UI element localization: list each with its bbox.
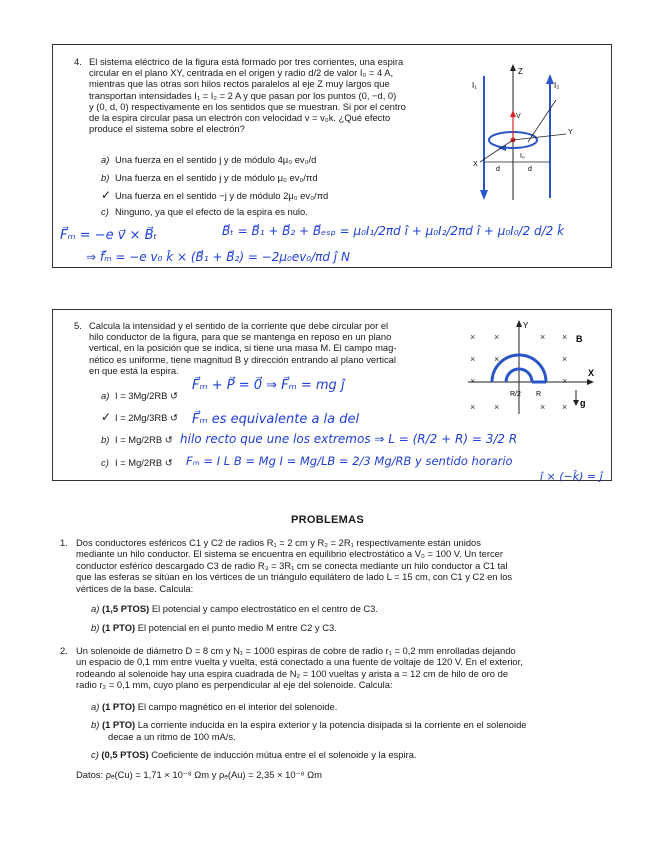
p2-sub-a: a) (1 PTO) El campo magnético en el interior del solenoide. xyxy=(91,701,338,712)
p1-line: conductor esférico descargado C3 de radio R₃ = 3R₁ cm se conecta mediante un hilo conductor a C1 tal xyxy=(76,559,508,571)
q4-option-c[interactable]: c) Ninguno, ya que el efecto de la espira es nulo. xyxy=(101,206,308,217)
z-label: Z xyxy=(518,67,523,76)
q4-line: circular en el plano XY, centrada en el origen y radio d/2 de valor I₀ = 4 A, xyxy=(89,67,394,79)
q4-figure xyxy=(470,62,588,202)
q4-option-a[interactable]: a) Una fuerza en el sentido j y de módulo 4μ₀ ev₀/d xyxy=(101,154,317,165)
q4-handwritten-result: ⇒ f⃗ₘ = −e v₀ k̂ × (B⃗₁ + B⃗₂) = −2μ₀ev₀/πd ĵ N xyxy=(86,250,350,264)
p2-data: Datos: ρₑ(Cu) = 1,71 × 10⁻⁸ Ωm y ρₑ(Au) = 2,35 × 10⁻⁸ Ωm xyxy=(76,769,322,780)
q5-handwritten-balance: F⃗ₘ + P⃗ = 0⃗ ⇒ F⃗ₘ = mg ĵ xyxy=(192,378,345,393)
check-icon: ✓ xyxy=(101,410,112,424)
problem-2-number: 2. xyxy=(60,645,68,656)
gravity-arrow xyxy=(573,400,579,406)
p1-line: Dos conductores esféricos C1 y C2 de radios R₁ = 2 cm y R₂ = 2R₁ respectivamente están unidos xyxy=(76,537,481,548)
p1-line: vértices de la base. Calcula: xyxy=(76,582,194,594)
q4-number: 4. xyxy=(74,56,82,67)
p2-line: radio r₂ = 0,1 mm, cuyo plano es perpendicular al eje del solenoide. Calcula: xyxy=(76,679,393,691)
q4-option-correct[interactable]: ✓ Una fuerza en el sentido −j y de módulo 2μ₀ ev₀/πd xyxy=(101,188,329,202)
q5-handwritten-current: Fₘ = I L B = Mg I = Mg/LB = 2/3 Mg/RB y sentido horario xyxy=(186,454,513,468)
v-label: V xyxy=(516,113,521,120)
q5-line: Calcula la intensidad y el sentido de la corriente que debe circular por el xyxy=(89,320,389,331)
q4-line: transportan intensidades I₁ = I₂ = 2 A y que pasan por los puntos (0, −d, 0) xyxy=(89,89,397,101)
p2-sub-b-cont: decae a un ritmo de 100 mA/s. xyxy=(108,731,236,742)
q5-handwritten-equiv: F⃗ₘ es equivalente a la del xyxy=(192,412,360,427)
svg-text:×: × xyxy=(562,402,568,412)
q5-option-b[interactable]: b) I = Mg/2RB ↺ xyxy=(101,434,173,445)
q4-handwritten-field: B⃗ₜ = B⃗₁ + B⃗₂ + B⃗ₑₛₚ = μ₀I₁/2πd î + μ₀I₂/2πd î + μ₀I₀/2 d/2 k̂ xyxy=(222,224,565,238)
x-label: X xyxy=(473,161,478,168)
q5-line: hilo conductor de la figura, para que se mantenga en reposo en un plano xyxy=(89,331,392,343)
x-label: X xyxy=(588,368,595,378)
problem-2-statement xyxy=(76,645,616,691)
y-axis-arrow xyxy=(516,320,522,327)
d-label-right: d xyxy=(528,166,532,173)
svg-text:×: × xyxy=(562,354,568,364)
q4-line: y (0, d, 0) respectivamente en los sentidos que se muestran. Si por el centro xyxy=(89,100,406,112)
i2-label: I₂ xyxy=(554,81,560,90)
r-half-label: R/2 xyxy=(510,391,521,398)
q4-handwritten-force: F⃗ₘ = −e v⃗ × B⃗ₜ xyxy=(60,228,158,243)
y-axis xyxy=(513,134,566,140)
q5-number: 5. xyxy=(74,320,82,331)
p1-line: mediante un hilo conductor. El sistema se encuentra en equilibrio electrostático a V₀ = 100 V. Un tercer xyxy=(76,548,503,560)
p2-sub-c: c) (0,5 PTOS) Coeficiente de inducción mútua entre el el solenoide y la espira. xyxy=(91,749,417,760)
r-label: R xyxy=(536,391,542,398)
svg-text:×: × xyxy=(470,402,476,412)
svg-text:×: × xyxy=(562,332,568,342)
d-label-left: d xyxy=(496,166,500,173)
check-icon: ✓ xyxy=(101,188,112,202)
q4-statement xyxy=(89,56,469,134)
wire-i1-arrow xyxy=(480,190,488,200)
svg-text:×: × xyxy=(494,332,500,342)
y-label: Y xyxy=(523,321,529,330)
p1-sub-a: a) (1,5 PTOS) El potencial y campo electrostático en el centro de C3. xyxy=(91,603,378,614)
svg-text:×: × xyxy=(470,332,476,342)
p1-sub-b: b) (1 PTO) El potencial en el punto medio M entre C2 y C3. xyxy=(91,622,337,633)
q5-line: nético es uniforme, tiene magnitud B y dirección entrando al plano vertical xyxy=(89,353,396,365)
q5-figure xyxy=(464,318,604,418)
q5-line: en que está la espira. xyxy=(89,364,179,376)
i0-label: I₀ xyxy=(520,153,525,160)
svg-text:×: × xyxy=(470,354,476,364)
problem-1-statement xyxy=(76,537,616,594)
g-label: g xyxy=(580,398,586,408)
svg-text:×: × xyxy=(494,402,500,412)
q4-option-b[interactable]: b) Una fuerza en el sentido j y de módulo μ₀ ev₀/πd xyxy=(101,172,318,183)
svg-text:×: × xyxy=(494,354,500,364)
problem-1-number: 1. xyxy=(60,537,68,548)
svg-text:×: × xyxy=(540,332,546,342)
problems-title: PROBLEMAS xyxy=(291,514,364,526)
q4-line: El sistema eléctrico de la figura está formado por tres corrientes, una espira xyxy=(89,56,404,67)
p1-line: que las esferas se sitúan en los vértices de un triángulo equilátero de lado L = 15 cm, con C1 y C2 en los xyxy=(76,571,513,583)
svg-text:×: × xyxy=(540,402,546,412)
x-axis-arrow xyxy=(587,379,594,385)
i1-label: I₁ xyxy=(472,81,477,90)
p2-line: rodeando al solenoide hay una espira cuadrada de N₂ = 100 vueltas y arista a = 12 cm de hilo de oro de xyxy=(76,667,509,679)
q5-option-c[interactable]: c) I = Mg/2RB ↺ xyxy=(101,457,173,468)
svg-text:×: × xyxy=(470,376,476,386)
q4-line: de la espira circular pasa un electrón con velocidad v = v₀k. ¿Qué efecto xyxy=(89,112,391,124)
p2-line: un espacio de 0,1 mm entre vuelta y vuelta, está conectado a una fuente de voltaje de 120 V. En el exterior, xyxy=(76,656,523,668)
z-axis-arrow xyxy=(510,64,516,71)
q5-option-a[interactable]: a) I = 3Mg/2RB ↺ xyxy=(101,390,178,401)
q5-handwritten-direction: î × (−k̂) = ĵ xyxy=(540,470,603,483)
q5-option-correct[interactable]: ✓ I = 2Mg/3RB ↺ xyxy=(101,410,178,424)
q4-line: produce el sistema sobre el electrón? xyxy=(89,123,245,135)
p2-sub-b: b) (1 PTO) La corriente inducida en la espira exterior y la potencia disipada si la corriente en el solenoide xyxy=(91,719,527,730)
y-label: Y xyxy=(568,129,573,136)
q4-line: mientras que las otras son hilos rectos paralelos al eje Z muy largos que xyxy=(89,78,390,90)
q5-handwritten-length: hilo recto que une los extremos ⇒ L = (R/2 + R) = 3/2 R xyxy=(180,432,518,446)
q5-line: vertical, en la posición que se indica, si tiene una masa M. El campo mag- xyxy=(89,342,397,354)
svg-text:×: × xyxy=(562,376,568,386)
p2-line: Un solenoide de diámetro D = 8 cm y N₁ = 1000 espiras de cobre de radio r₁ = 0,2 mm enrolladas dejando xyxy=(76,645,516,656)
b-label: B xyxy=(576,334,583,344)
wire-i2-arrow xyxy=(546,74,554,84)
q5-statement xyxy=(89,320,461,376)
